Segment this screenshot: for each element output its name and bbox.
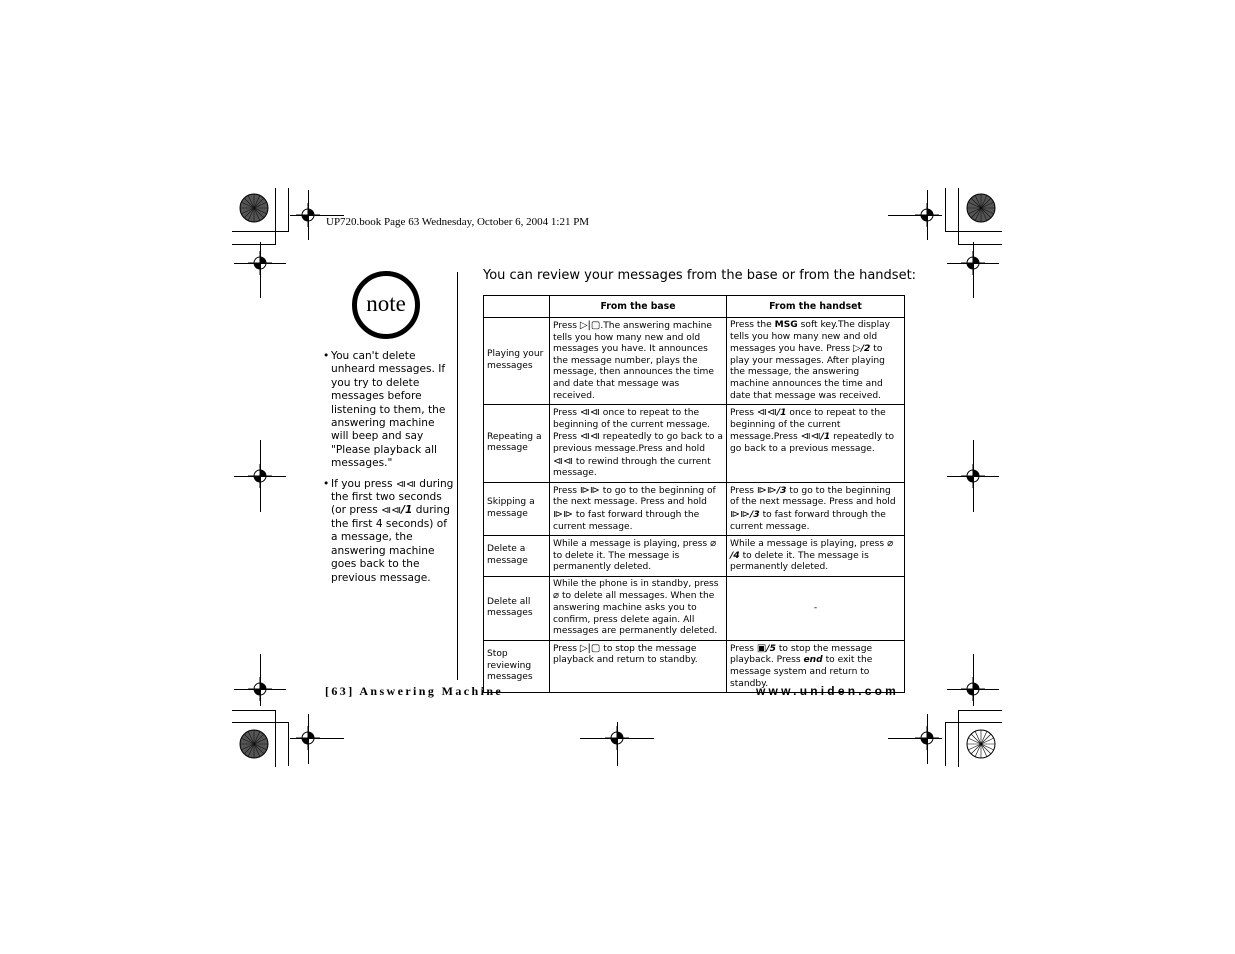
bullet-icon: • [323,477,330,490]
note-item [323,478,455,585]
registration-line [308,714,309,764]
note-text: during the first 4 seconds) of a message, the answering machine goes back to the previous message. [331,504,450,584]
base-cell: While the phone is in standby, press ⌀ to delete all messages. When the answering machine asks you to confirm, press delete again. All messages are permanently deleted. [550,576,727,640]
row-label: Repeating a message [484,405,550,483]
row-label: Delete a message [484,536,550,577]
handset-cell: Press ▣/5 to stop the message playback. Press end to exit the message system and return to standby. [727,640,905,692]
base-cell: Press ▷|▢.The answering machine tells you how many new and old messages you have. It announces the message number, plays the message, then announces the time and date that message was received. [550,318,727,405]
base-cell: While a message is playing, press ⌀ to delete it. The message is permanently deleted. [550,536,727,577]
skip-icon: ⧐⧐ [756,484,777,496]
print-header: UP720.book Page 63 Wednesday, October 6, 2004 1:21 PM [326,216,590,228]
note-text: during the first two seconds (or press [331,477,454,517]
registration-line [927,714,928,764]
note-item [323,350,455,471]
rewind-icon: ⧏⧏ [395,478,416,490]
note-badge-icon [352,271,420,339]
row-label: Delete all messages [484,576,550,640]
registration-sunburst-icon [238,728,270,760]
row-label: Stop reviewing messages [484,640,550,692]
table-row [484,576,905,640]
handset-key: /1 [401,504,413,517]
play-stop-icon: ▷|▢ [579,642,601,654]
rewind-icon: ⧏⧏ [381,505,402,517]
registration-sunburst-icon [965,728,997,760]
note-label: note [366,290,406,316]
note-text: If you press [331,477,393,490]
handset-cell: Press ⧐⧐/3 to go to the beginning of the next message. Press and hold ⧐⧐/3 to fast forward through the current message. [727,482,905,535]
rewind-icon: ⧏⧏ [553,455,573,467]
row-label: Playing your messages [484,318,550,405]
delete-icon: ⌀ [710,538,717,550]
column-divider [457,272,458,680]
table-header: From the handset [727,296,905,318]
handset-cell: - [727,576,905,640]
handset-cell: While a message is playing, press ⌀/4 to delete it. The message is permanently deleted. [727,536,905,577]
registration-line [308,190,309,240]
registration-line [888,738,942,739]
registration-line [260,440,261,512]
table-row [484,536,905,577]
registration-line [617,722,618,766]
base-cell: Press ⧐⧐ to go to the beginning of the next message. Press and hold ⧐⧐ to fast forward through the current message. [550,482,727,535]
intro-text: You can review your messages from the base or from the handset: [483,268,917,283]
table-row [484,318,905,405]
registration-line [973,654,974,706]
bullet-icon: • [323,350,330,362]
delete-icon: ⌀ [887,538,894,550]
table-header-row [484,296,905,318]
registration-line [290,738,344,739]
footer-website-link[interactable]: www.uniden.com [756,684,900,698]
note-text: You can't delete unheard messages. If you try to delete messages before listening to them, the answering machine will beep and say "Please playback all messages." [331,350,446,470]
handset-cell: Press ⧏⧏/1 once to repeat to the beginning of the current message.Press ⧏⧏/1 repeatedly to go back to a previous message. [727,405,905,483]
rewind-icon: ⧏⧏ [579,431,600,443]
handset-cell: Press the MSG soft key.The display tells you how many new and old messages you have. Press ▷/2 to play your messages. After playing the message, the answering machine announces the time and date that message was received. [727,318,905,405]
stop-icon: ▣ [756,642,767,654]
delete-icon: ⌀ [553,590,560,602]
side-notes [323,350,455,592]
registration-line [260,242,261,298]
msg-key: MSG [774,320,798,330]
rewind-icon: ⧏⧏ [579,407,600,419]
play-icon: ▷ [853,343,861,355]
rewind-icon: ⧏⧏ [756,407,777,419]
rewind-icon: ⧏⧏ [800,431,821,443]
table-row [484,482,905,535]
registration-sunburst-icon [965,192,997,224]
row-label: Skipping a message [484,482,550,535]
skip-icon: ⧐⧐ [579,484,600,496]
base-cell: Press ▷|▢ to stop the message playback and return to standby. [550,640,727,692]
page-footer-section: [63] Answering Machine [325,684,504,698]
skip-icon: ⧐⧐ [730,508,750,520]
base-cell: Press ⧏⧏ once to repeat to the beginning of the current message. Press ⧏⧏ repeatedly to go back to a previous message.Press and hold ⧏⧏ to rewind through the current message. [550,405,727,483]
skip-icon: ⧐⧐ [553,508,573,520]
registration-sunburst-icon [238,192,270,224]
play-stop-icon: ▷|▢ [579,320,601,331]
message-review-table [483,295,905,693]
registration-line [973,242,974,298]
table-header [484,296,550,318]
registration-line [260,654,261,706]
table-row [484,405,905,483]
registration-line [973,440,974,512]
table-header: From the base [550,296,727,318]
registration-line [888,215,942,216]
registration-line [927,190,928,240]
